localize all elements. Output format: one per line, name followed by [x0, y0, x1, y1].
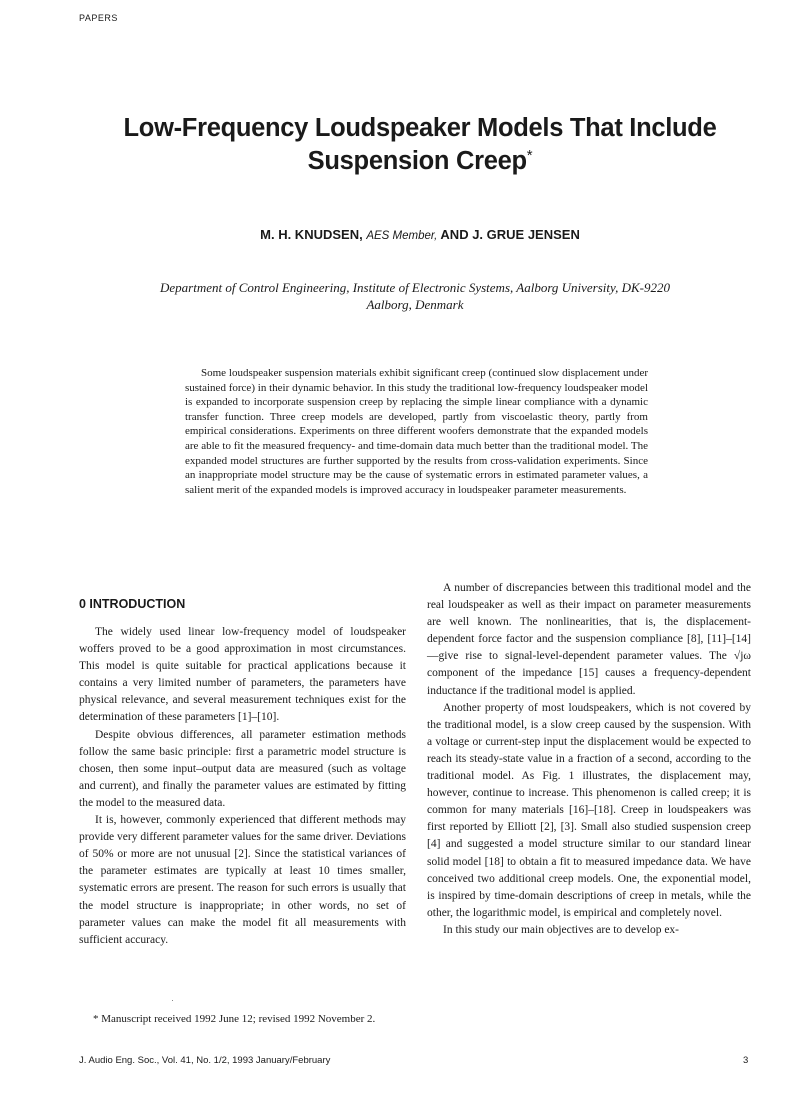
author-membership: AES Member, [366, 230, 438, 242]
right-paragraph-2: Another property of most loudspeakers, which is not covered by the traditional model, is a slow creep caused by the suspension. With a voltage or current-step input the displacement would be expected to reach its steady-state value in a fraction of a second, according to the traditional model. As Fig. 1 illustrates, the displacement may, however, continue to increase. This phenomenon is called creep; it is common for many materials [16]–[18]. Creep in loudspeakers was first reported by Elliott [2], [3]. Small also studied suspension creep [4] and suggested a model structure similar to our standard linear solid model [18] to obtain a fit to measured impedance data. We have conceived two additional creep models. One, the exponential model, is inspired by time-domain descriptions of creep in metals, while the other, the logarithmic model, is empirical and completely novel. [427, 701, 751, 919]
footnote: * Manuscript received 1992 June 12; revised 1992 November 2. [93, 1013, 376, 1025]
section-heading-introduction: 0 INTRODUCTION [79, 597, 186, 611]
title-footnote-mark: * [526, 147, 533, 164]
right-column [427, 580, 751, 939]
right-paragraph-1: A number of discrepancies between this traditional model and the real loudspeaker as well as their impact on parameter measurements are well known. The nonlinearities, that is, the displacement-dependent force factor and the suspension compliance [8], [11]–[14] —give rise to signal-level-dependent parameter values. The √jω component of the impedance [15] causes a frequency-dependent inductance if the traditional model is applied. [427, 582, 751, 697]
left-paragraph-2: Despite obvious differences, all parameter estimation methods follow the same basic principle: first a parametric model structure is chosen, then some input–output data are measured (such as voltage and current), and finally the parameter values are estimated by fitting the model to the measured data. [79, 728, 406, 809]
abstract: Some loudspeaker suspension materials exhibit significant creep (continued slow displacement under sustained force) in their dynamic behavior. In this study the traditional low-frequency loudspeaker model is expanded to incorporate suspension creep by replacing the simple linear compliance with a dynamic transfer function. Three creep models are developed, partly from viscoelastic theory, partly from empirical considerations. Experiments on three different woofers demonstrate that the expanded models are able to fit the measured frequency- and time-domain data much better than the traditional model. The expanded model structures are further supported by the results from cross-validation experiments. Since an inappropriate model structure may be the cause of systematic errors in estimated parameter values, a salient merit of the expanded models is improved accuracy in loudspeaker parameter measurements. [185, 367, 648, 496]
left-paragraph-3: It is, however, commonly experienced that different methods may provide very different parameter values for the same driver. Deviations of 50% or more are not unusual [2]. Since the statistical variances of the parameter estimates are typically at least 10 times smaller, systematic errors are present. The reason for such errors is usually that the model structure is inappropriate; in other words, no set of parameter values can make the model fit all measurements with sufficient accuracy. [79, 814, 406, 946]
paper-title [60, 112, 780, 178]
author-second: AND J. GRUE JENSEN [440, 227, 580, 242]
page-number: 3 [743, 1055, 749, 1066]
footer-journal-citation: J. Audio Eng. Soc., Vol. 41, No. 1/2, 1993 January/February [79, 1055, 331, 1066]
affiliation-line-2: Aalborg, Denmark [366, 297, 464, 312]
affiliation [100, 279, 730, 313]
title-line-1: Low-Frequency Loudspeaker Models That Include [123, 114, 717, 142]
left-paragraph-1: The widely used linear low-frequency model of loudspeaker woffers proved to be a good approximation in most circumstances. This model is quite suitable for practical applications because it contains a very limited number of parameters, the parameters have physical relevance, and several measurement techniques exist for the determination of these parameters [1]–[10]. [79, 626, 406, 724]
affiliation-line-1: Department of Control Engineering, Institute of Electronic Systems, Aalborg University, DK-9220 [160, 280, 670, 295]
right-paragraph-3: In this study our main objectives are to develop ex- [443, 923, 680, 936]
author-first: M. H. KNUDSEN, [260, 227, 363, 242]
title-line-2 [60, 145, 780, 178]
author-line [60, 227, 780, 242]
running-header: PAPERS [79, 13, 118, 23]
footnote-rule [172, 1000, 173, 1001]
title-line-2-text: Suspension Creep [307, 147, 527, 175]
left-column [79, 624, 406, 949]
